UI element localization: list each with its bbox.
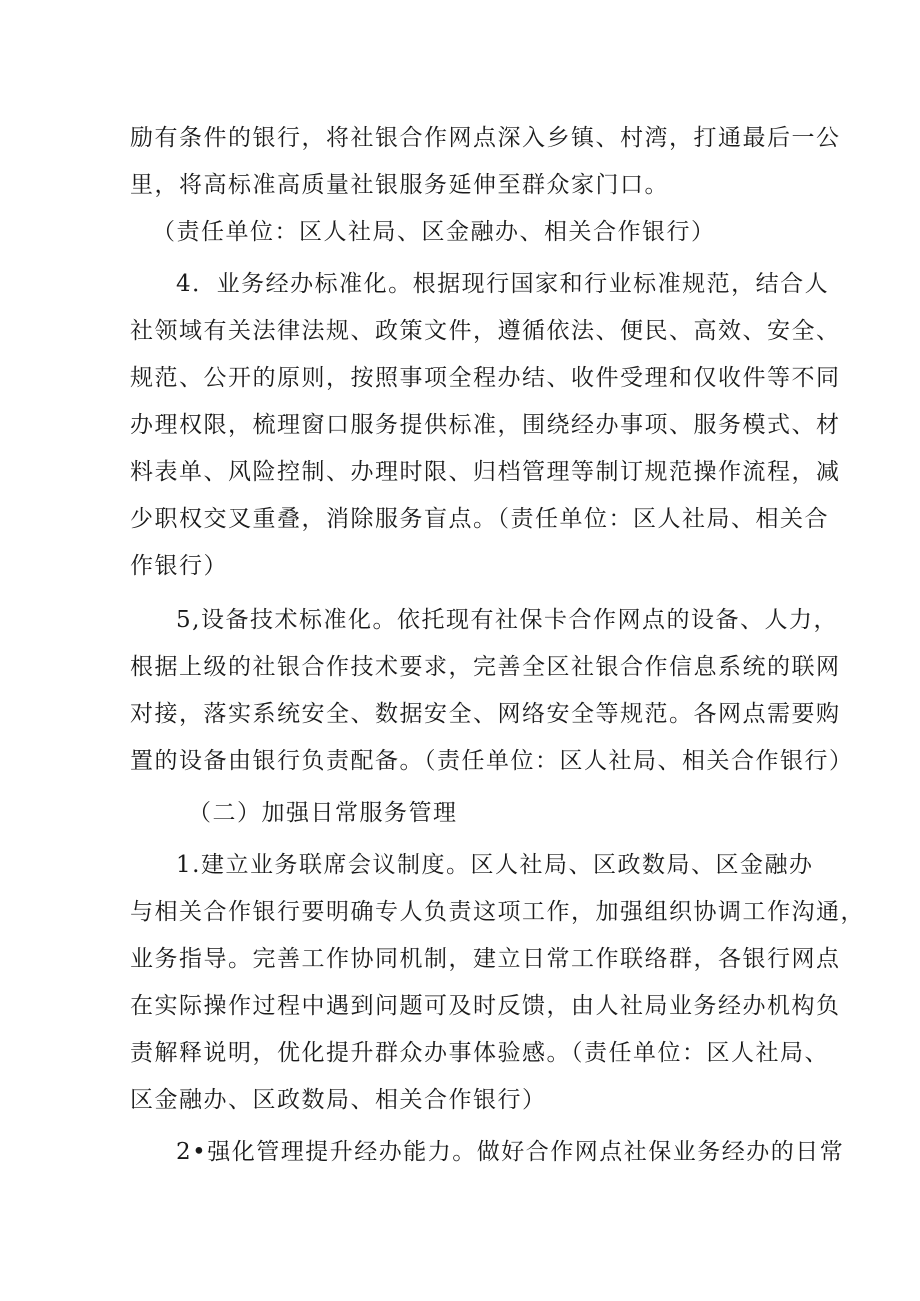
paragraph-line: 区金融办、区政数局、相关合作银行） bbox=[130, 1087, 547, 1113]
paragraph-line: 料表单、风险控制、办理时限、归档管理等制订规范操作流程，减 bbox=[130, 459, 841, 485]
item-2-title-line: 2•强化管理提升经办能力。做好合作网点社保业务经办的日常 bbox=[176, 1139, 845, 1165]
paragraph-line: 业务指导。完善工作协同机制，建立日常工作联络群，各银行网点 bbox=[130, 946, 841, 972]
paragraph-line: 社领域有关法律法规、政策文件，遵循依法、便民、高效、安全、 bbox=[130, 318, 841, 344]
paragraph-line: 置的设备由银行负责配备。（责任单位：区人社局、相关合作银行） bbox=[130, 748, 854, 774]
paragraph-line: 对接，落实系统安全、数据安全、网络安全等规范。各网点需要购 bbox=[130, 701, 841, 727]
paragraph-line: 在实际操作过程中遇到问题可及时反馈，由人社局业务经办机构负 bbox=[130, 993, 841, 1019]
item-1-title-line: 1.建立业务联席会议制度。区人社局、区政数局、区金融办 bbox=[176, 852, 814, 878]
paragraph-line: 里，将高标准高质量社银服务延伸至群众家门口。 bbox=[130, 172, 669, 198]
responsibility-note: （责任单位：区人社局、区金融办、相关合作银行） bbox=[152, 219, 716, 245]
section-heading: （二）加强日常服务管理 bbox=[188, 800, 458, 826]
item-5-title-line: 5,设备技术标准化。依托现有社保卡合作网点的设备、人力， bbox=[176, 607, 838, 633]
paragraph-line: 责解释说明，优化提升群众办事体验感。（责任单位：区人社局、 bbox=[130, 1040, 829, 1066]
paragraph-line: 励有条件的银行，将社银合作网点深入乡镇、村湾，打通最后一公 bbox=[130, 125, 841, 151]
item-4-title-line: 4．业务经办标准化。根据现行国家和行业标准规范，结合人 bbox=[176, 271, 830, 297]
paragraph-line: 根据上级的社银合作技术要求，完善全区社银合作信息系统的联网 bbox=[130, 654, 841, 680]
paragraph-line: 少职权交叉重叠，消除服务盲点。（责任单位：区人社局、相关合 bbox=[130, 506, 829, 532]
paragraph-line: 作银行） bbox=[130, 553, 228, 579]
paragraph-line: 规范、公开的原则，按照事项全程办结、收件受理和仅收件等不同 bbox=[130, 365, 841, 391]
paragraph-line: 办理权限，梳理窗口服务提供标准，围绕经办事项、服务模式、材 bbox=[130, 412, 841, 438]
paragraph-line: 与相关合作银行要明确专人负责这项工作，加强组织协调工作沟通， bbox=[130, 899, 865, 925]
